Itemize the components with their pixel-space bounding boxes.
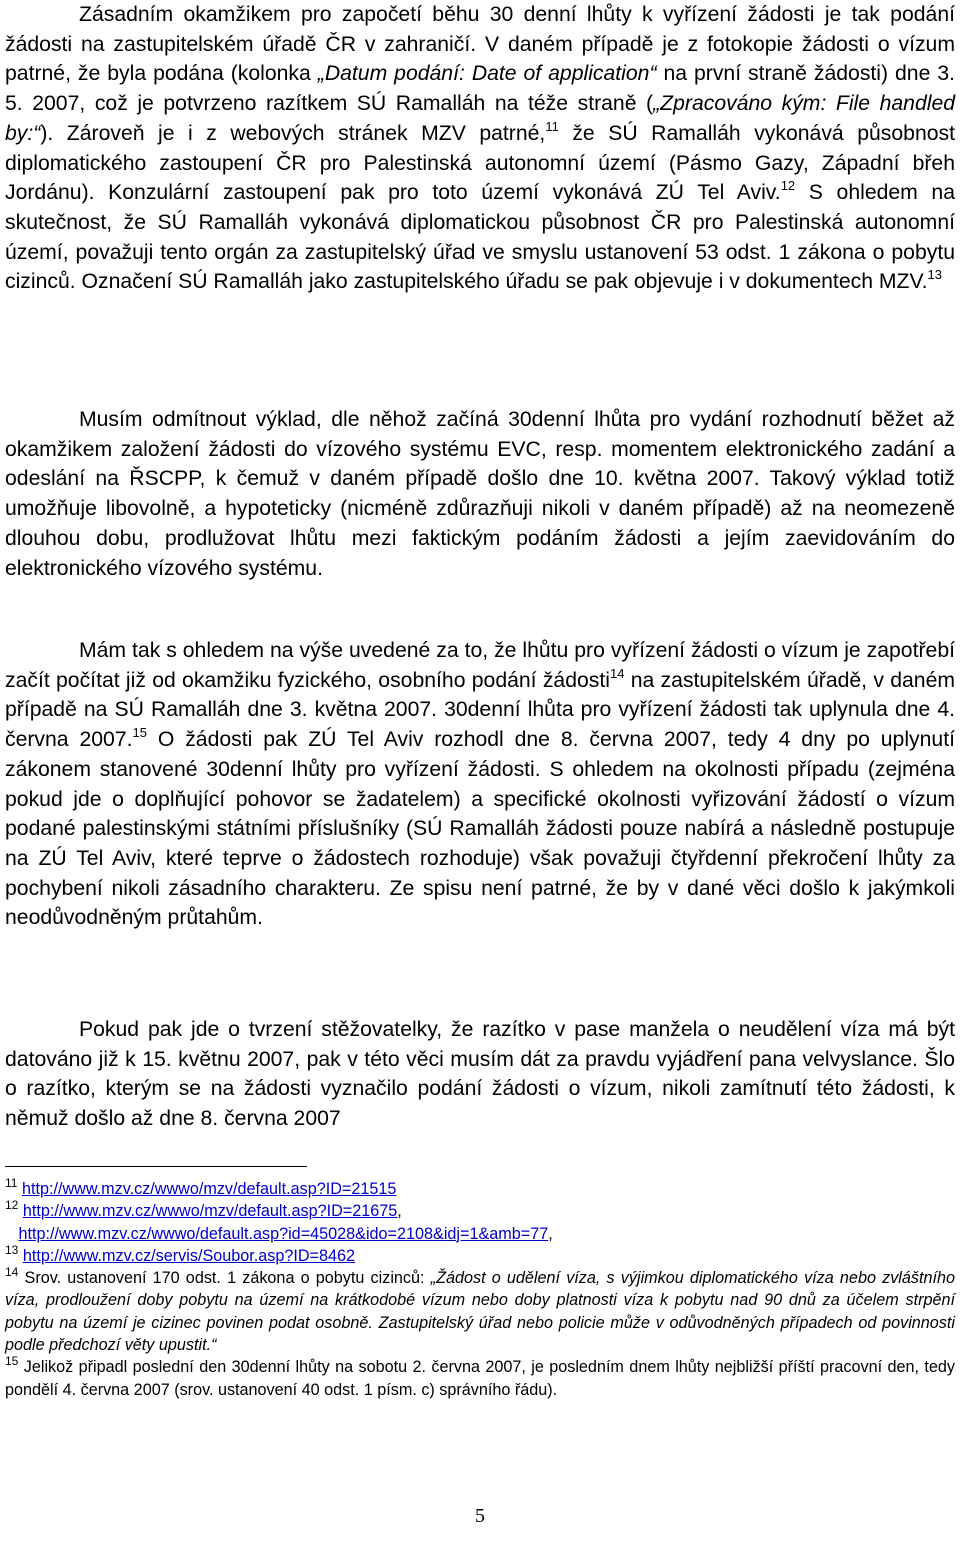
page-number: 5 [475,1505,485,1527]
footnote-13: $^{13}$ http://www.mzv.cz/servis/Soubor.asp?ID=8462 [5,1242,356,1265]
footnote-12: $^{12}$ http://www.mzv.cz/wwwo/mzv/default.asp?ID=21675, http://www.mzv.cz/wwwo/default.asp?id=45028&ido=2108&idj=1&amb=77, [5,1198,553,1243]
footnote-15: $^{15}$ Jelikož připadl poslední den 30denní lhůty na sobotu 2. června 2007, je posledním dnem lhůty nejbližší příští pracovní den, tedy pondělí 4. června 2007 (srov. ustanovení 40 odst. 1 písm. c) správního řádu). [5,1354,955,1399]
stamp-text: „Zpracováno kým: File handled by:“ [5,92,956,145]
footnote-link[interactable]: http://www.mzv.cz/servis/Soubor.asp?ID=8462 [22,1246,356,1265]
footnote-link[interactable]: http://www.mzv.cz/wwwo/mzv/default.asp?ID=21675 [22,1202,398,1221]
footnotes [5,1178,955,1401]
footnote-ref-12[interactable]: 12 [780,178,796,194]
footnote-11: $^{11}$ http://www.mzv.cz/wwwo/mzv/default.asp?ID=21515 [5,1176,397,1198]
form-field-label: „Datum podání: Date of application“ [317,62,657,86]
law-quote: „Žádost o udělení víza, s výjimkou diplomatického víza nebo zvláštního víza, prodloužení doby pobytu na území na krátkodobé vízum nebo doby platnosti víza k pobytu nad 90 dnů za účelem strpění pobytu na území je cizinec povinen podat osobně. Zastupitelský úřad nebo policie může v odůvodněných případech od povinnosti podle předchozí věty upustit.“ [5,1269,955,1355]
footnote-link[interactable]: http://www.mzv.cz/wwwo/default.asp?id=45028&ido=2108&idj=1&amb=77 [18,1224,549,1243]
paragraph-4: Pokud pak jde o tvrzení stěžovatelky, že razítko v pase manžela o neudělení víza má být datováno již k 15. květnu 2007, pak v této věci musím dát za pravdu vyjádření pana velvyslance. Šlo o razítko, kterým se na žádosti vyznačilo podání žádosti o vízum, nikoli zamítnutí této žádosti, k němuž došlo až dne 8. června 2007 [5,1018,955,1131]
paragraph-2: Musím odmítnout výklad, dle něhož začíná 30denní lhůta pro vydání rozhodnutí běžet až okamžikem založení žádosti do vízového systému EVC, resp. momentem elektronického zadání a odeslání na ŘSCPP, k čemuž v daném případě došlo dne 10. května 2007. Takový výklad totiž umožňuje libovolně, a hypoteticky (nicméně zdůrazňuji nikoli v daném případě) až na neomezeně dlouhou dobu, prodlužovat lhůtu mezi faktickým podáním žádosti a jejím zaevidováním do elektronického vízového systému. [5,408,955,580]
footnote-14: $^{14}$ Srov. ustanovení 170 odst. 1 zákona o pobytu cizinců: „Žádost o udělení víza, s výjimkou diplomatického víza nebo zvláštního víza, prodloužení doby pobytu na území na krátkodobé vízum nebo doby platnosti víza k pobytu nad 90 dnů za účelem strpění pobytu na území je cizinec povinen podat osobně. Zastupitelský úřad nebo policie může v odůvodněných případech od povinnosti podle předchozí věty upustit.“ [5,1265,955,1355]
footnote-ref-13[interactable]: 13 [927,267,943,283]
footnote-link[interactable]: http://www.mzv.cz/wwwo/mzv/default.asp?ID=21515 [21,1180,397,1198]
paragraph-1: Zásadním okamžikem pro započetí běhu 30 denní lhůty k vyřízení žádosti je tak podání žádosti na zastupitelském úřadě ČR v zahraničí. V daném případě je z fotokopie žádosti o vízum patrné, že byla podána (kolonka „Datum podání: Date of application“ na první straně žádosti) dne 3. 5. 2007, což je potvrzeno razítkem SÚ Ramalláh na téže straně („Zpracováno kým: File handled by:“). Zároveň je i z webových stránek MZV patrné,$^{11}$ že SÚ Ramalláh vykonává působnost diplomatického zastoupení ČR pro Palestinská autonomní území (Pásmo Gazy, Západní břeh Jordánu). Konzulární zastoupení pak pro toto území vykonává ZÚ Tel Aviv.$^{12}$ S ohledem na skutečnost, že SÚ Ramalláh vykonává diplomatickou působnost ČR pro Palestinská autonomní území, považuji tento orgán za zastupitelský úřad ve smyslu ustanovení 53 odst. 1 zákona o pobytu cizinců. Označení SÚ Ramalláh jako zastupitelského úřadu se pak objevuje i v dokumentech MZV.$^{13}$ [5,3,956,294]
footnote-ref-14[interactable]: 14 [609,665,625,681]
footnote-separator [5,1166,307,1167]
footnote-ref-15[interactable]: 15 [132,725,147,741]
paragraph-3: Mám tak s ohledem na výše uvedené za to, že lhůtu pro vyřízení žádosti o vízum je zapotřebí začít počítat již od okamžiku fyzického, osobního podání žádosti$^{14}$ na zastupitelském úřadě, v daném případě na SÚ Ramalláh dne 3. května 2007. 30denní lhůta pro vyřízení žádosti tak uplynula dne 4. června 2007.15 O žádosti pak ZÚ Tel Aviv rozhodl dne 8. června 2007, tedy 4 dny po uplynutí zákonem stanovené 30denní lhůty pro vyřízení žádosti. S ohledem na okolnosti případu (zejména pokud jde o doplňující pohovor se žadatelem) a specifické okolnosti vyřizování žádostí o vízum podané palestinskými státními příslušníky (SÚ Ramalláh žádosti pouze nabírá a následně postupuje na ZÚ Tel Aviv, které teprve o žádostech rozhoduje) však považuji čtyřdenní překročení lhůty za pochybení nikoli zásadního charakteru. Ze spisu není patrné, že by v dané věci došlo k jakýmkoli neodůvodněným průtahům. [5,639,956,930]
footnote-ref-11[interactable]: 11 [545,118,559,134]
